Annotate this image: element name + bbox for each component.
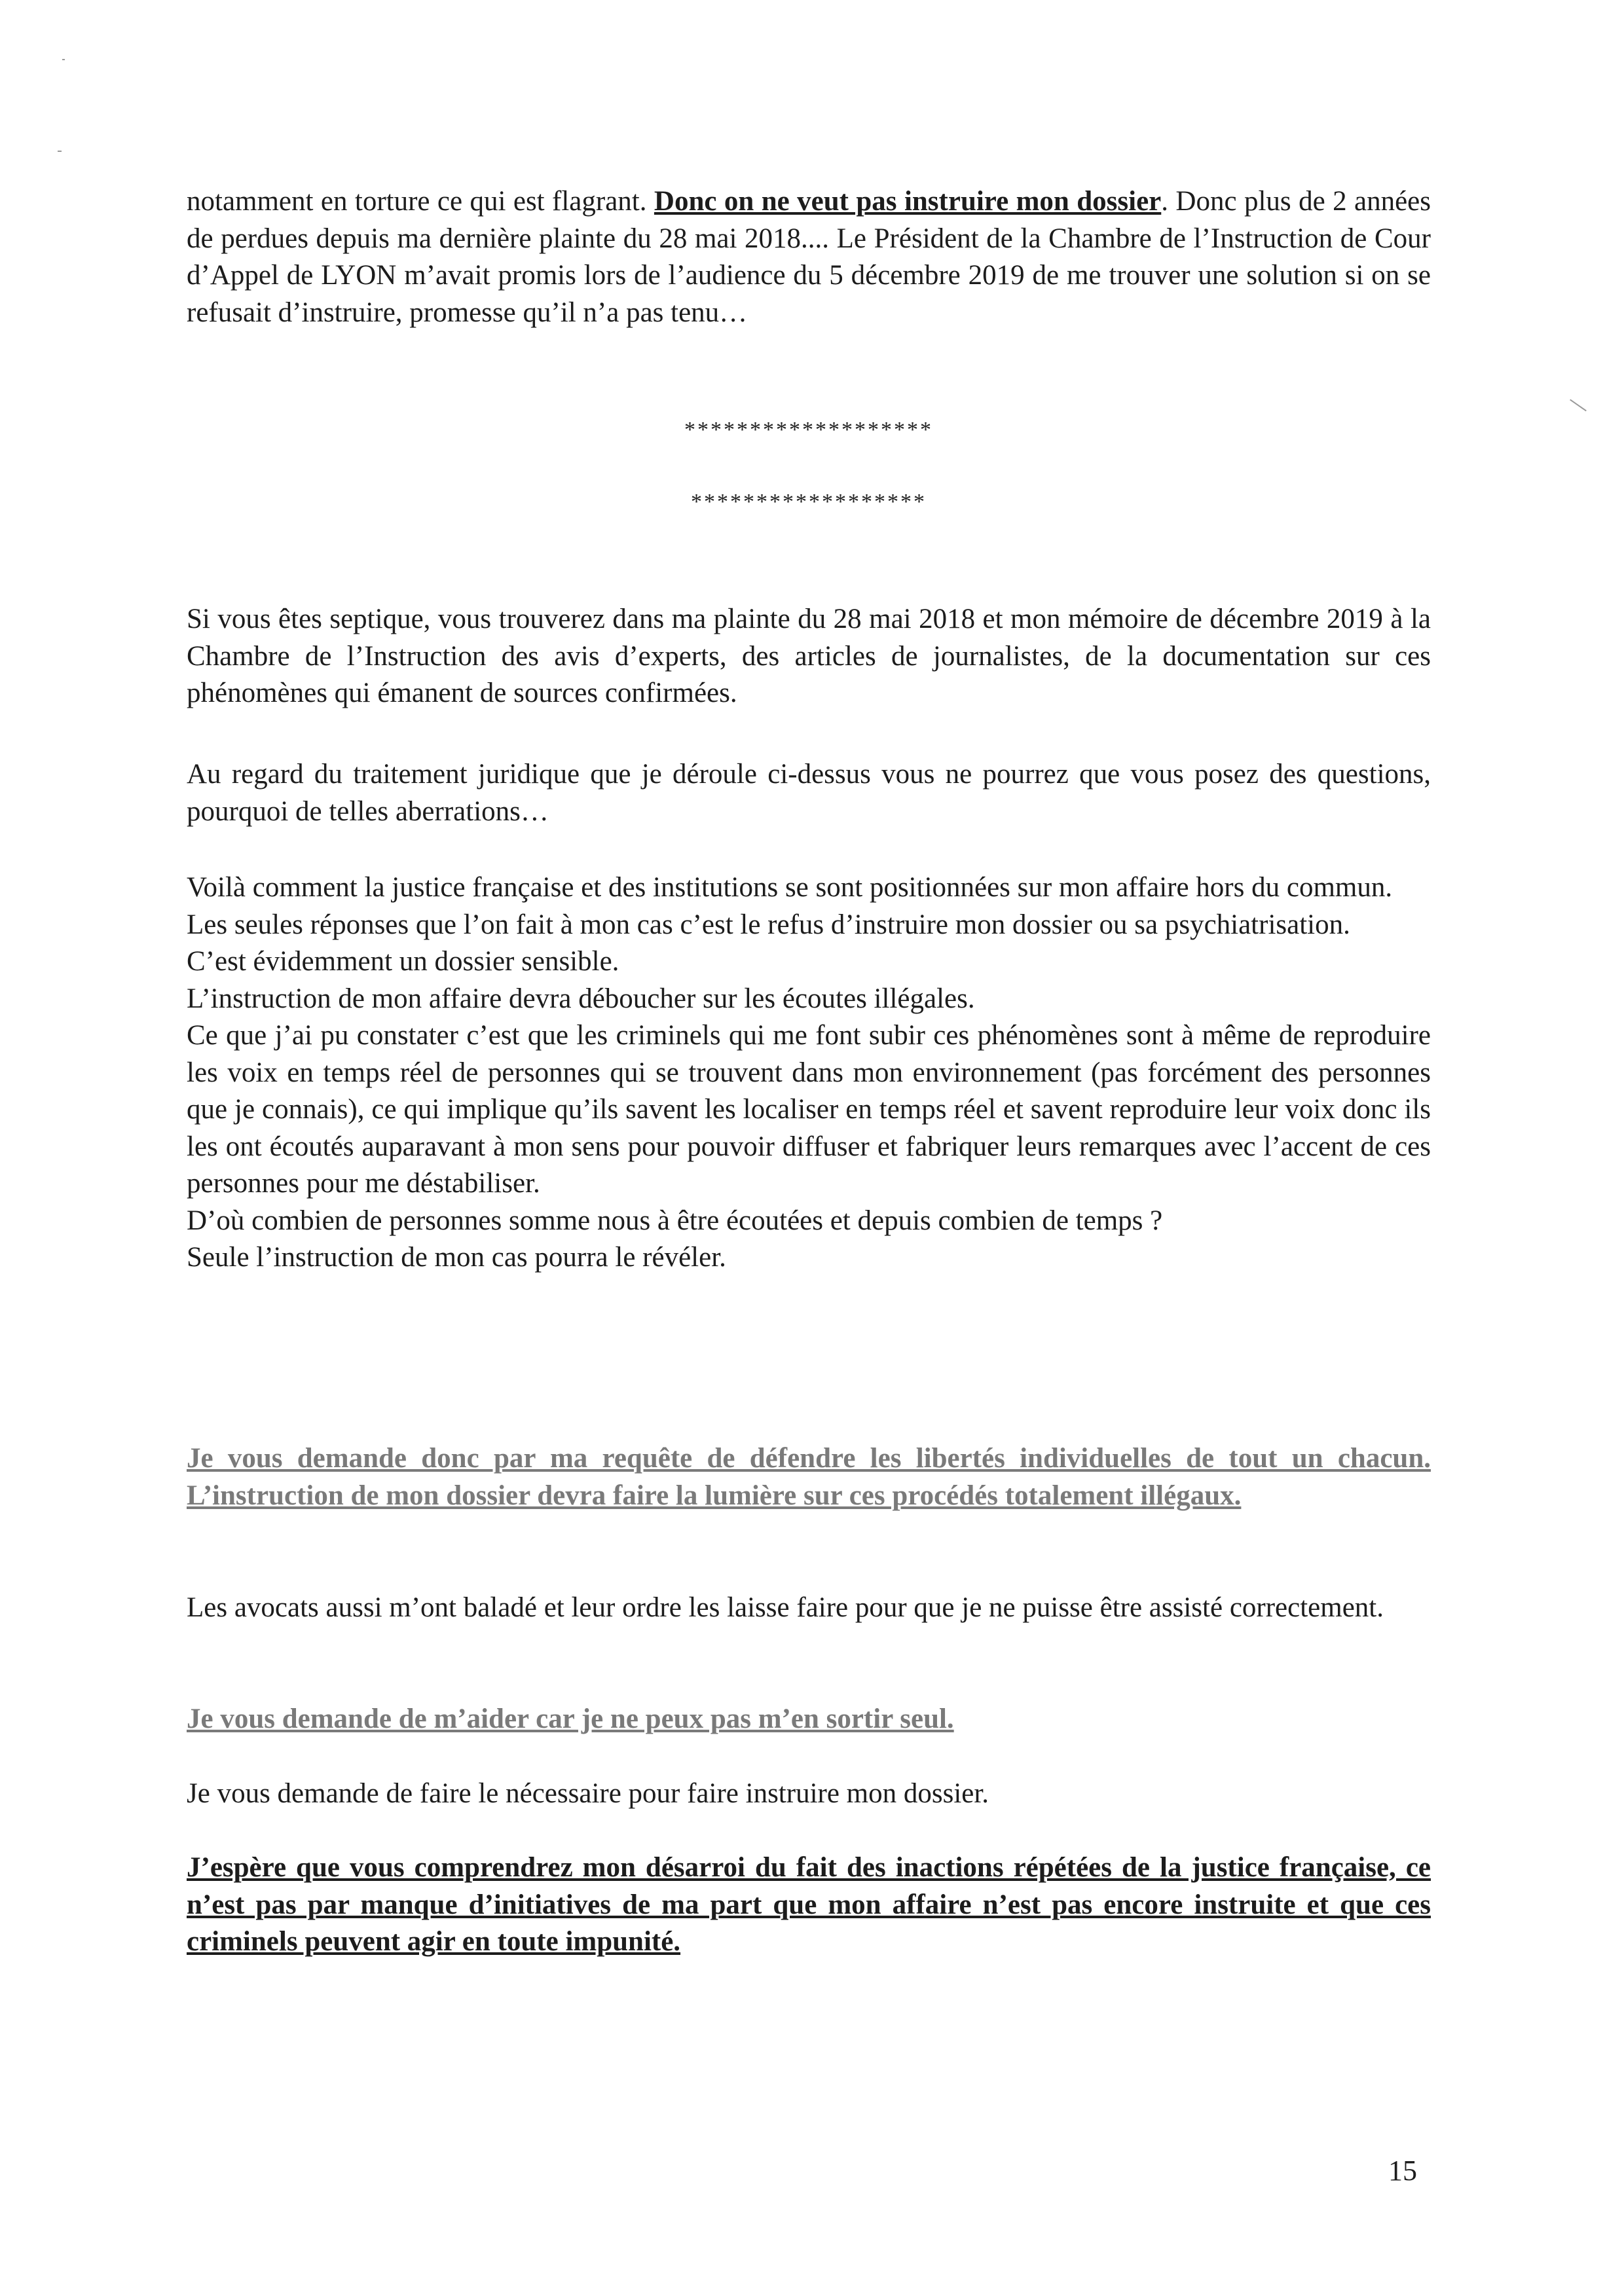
scan-speck: [58, 151, 62, 152]
paragraph-1-emphasis: Donc on ne veut pas instruire mon dossier: [654, 186, 1162, 217]
paragraph-2: Si vous êtes septique, vous trouverez dans ma plainte du 28 mai 2018 et mon mémoire de décembre 2019 à la Chambre de l’Instruction des avis d’experts, des articles de journalistes, de la documentation sur ces phénomènes qui émanent de sources confirmées.: [187, 604, 1431, 708]
separator-stars-2: ******************: [691, 490, 927, 514]
paragraph-7-request: Je vous demande de m’aider car je ne peux pas m’en sortir seul.: [187, 1704, 954, 1734]
paragraph-4-line-3: C’est évidemment un dossier sensible.: [187, 946, 619, 977]
paragraph-9-conclusion: J’espère que vous comprendrez mon désarroi du fait des inactions répétées de la justice française, ce n’est pas par manque d’initiatives de ma part que mon affaire n’est pas encore instruite et que ces criminels peuvent agir en toute impunité.: [187, 1852, 1431, 1957]
paragraph-1-text: notamment en torture ce qui est flagrant.: [187, 186, 654, 217]
paragraph-4-line-4: L’instruction de mon affaire devra déboucher sur les écoutes illégales.: [187, 983, 975, 1014]
page-number: 15: [1388, 2155, 1417, 2187]
paragraph-4: [187, 869, 1431, 1277]
scan-speck: [62, 59, 65, 60]
scan-speck: [1570, 399, 1587, 412]
paragraph-1-rest: . Donc plus de 2 années de perdues depuis ma dernière plainte du 28 mai 2018.... Le Président de la Chambre de l’Instruction de Cour d’Appel de LYON m’avait promis lors de l’audience du 5 décembre 2019 de me trouver une solution si on se refusait d’instruire, promesse qu’il n’a pas tenu…: [187, 186, 1431, 328]
paragraph-4-line-2: Les seules réponses que l’on fait à mon cas c’est le refus d’instruire mon dossier ou sa psychiatrisation.: [187, 909, 1350, 940]
paragraph-5-request: Je vous demande donc par ma requête de défendre les libertés individuelles de tout un chacun. L’instruction de mon dossier devra faire la lumière sur ces procédés totalement illégaux.: [187, 1443, 1431, 1511]
paragraph-4-line-6: D’où combien de personnes somme nous à être écoutées et depuis combien de temps ?: [187, 1205, 1163, 1236]
paragraph-8: Je vous demande de faire le nécessaire pour faire instruire mon dossier.: [187, 1778, 989, 1809]
paragraph-4-line-7: Seule l’instruction de mon cas pourra le révéler.: [187, 1242, 726, 1273]
paragraph-3: Au regard du traitement juridique que je déroule ci-dessus vous ne pourrez que vous posez des questions, pourquoi de telles aberrations…: [187, 759, 1431, 827]
paragraph-4-line-5: Ce que j’ai pu constater c’est que les criminels qui me font subir ces phénomènes sont à même de reproduire les voix en temps réel de personnes qui se trouvent dans mon environnement (pas forcément des personnes que je connais), ce qui implique qu’ils savent les localiser en temps réel et savent reproduire leur voix donc ils les ont écoutés auparavant à mon sens pour pouvoir diffuser et fabriquer leurs remarques avec l’accent de ces personnes pour me déstabiliser.: [187, 1020, 1431, 1199]
separator-stars-1: *******************: [684, 418, 933, 442]
paragraph-4-line-1: Voilà comment la justice française et des institutions se sont positionnées sur mon affaire hors du commun.: [187, 872, 1393, 903]
paragraph-6: Les avocats aussi m’ont baladé et leur ordre les laisse faire pour que je ne puisse être assisté correctement.: [187, 1592, 1384, 1623]
paragraph-1: [187, 183, 1431, 331]
